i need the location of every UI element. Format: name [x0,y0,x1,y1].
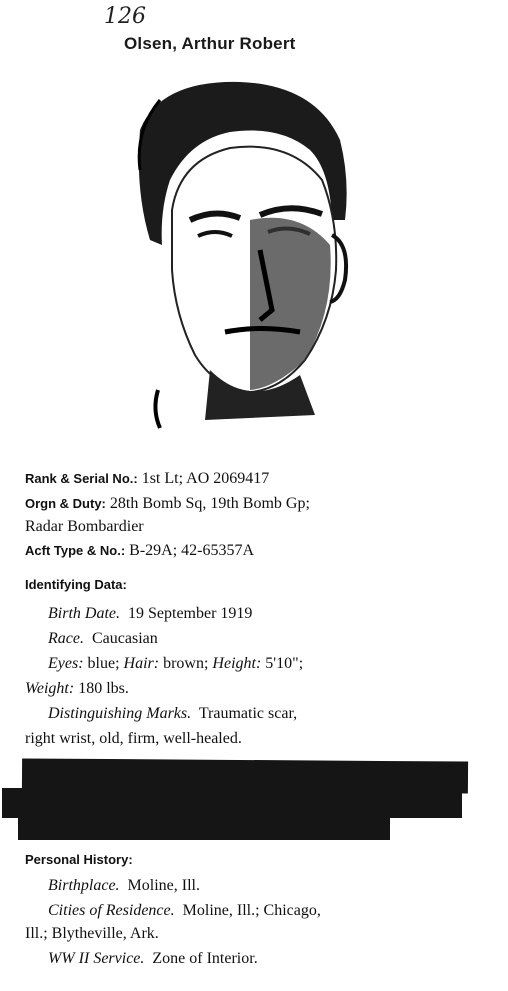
handwritten-number: 126 [104,4,146,29]
weight-value: 180 lbs. [78,680,129,697]
redaction-bar [18,812,390,840]
height-value: 5'10"; [265,655,304,672]
marks-value-2: right wrist, old, firm, well-healed. [25,730,242,747]
eyes-label: Eyes: [48,655,84,672]
orgn-duty-row [25,495,310,513]
cities-row [48,902,321,920]
weight-row [25,680,129,698]
birth-date-row [48,605,252,623]
acft-row [25,542,254,560]
rank-serial-value: 1st Lt; AO 2069417 [141,470,270,487]
portrait-photo [100,70,380,430]
birthplace-value: Moline, Ill. [127,877,200,894]
eyes-hair-height-row [48,655,303,673]
ww2-row [48,950,258,968]
birthplace-label: Birthplace. [48,877,120,894]
race-row [48,630,158,648]
birth-date-value: 19 September 1919 [128,605,253,622]
rank-serial-label: Rank & Serial No.: [25,471,138,486]
identifying-heading: Identifying Data: [25,577,127,592]
hair-value: brown; [163,655,209,672]
ww2-label: WW II Service. [48,950,145,967]
acft-value: B-29A; 42-65357A [129,542,255,559]
rank-serial-row [25,470,269,488]
cities-value: Moline, Ill.; Chicago, [182,902,321,919]
height-label: Height: [212,655,262,672]
orgn-duty-value: 28th Bomb Sq, 19th Bomb Gp; [109,495,310,512]
marks-label: Distinguishing Marks. [48,705,192,722]
person-name: Olsen, Arthur Robert [124,34,296,53]
personal-heading: Personal History: [25,852,133,867]
cities-label: Cities of Residence. [48,902,175,919]
orgn-duty-value-2: Radar Bombardier [25,518,144,535]
eyes-value: blue; [87,655,120,672]
hair-label: Hair: [123,655,160,672]
birth-date-label: Birth Date. [48,605,120,622]
marks-value: Traumatic scar, [198,705,298,722]
race-label: Race. [48,630,84,647]
orgn-duty-label: Orgn & Duty: [25,496,106,511]
acft-label: Acft Type & No.: [25,543,126,558]
portrait-image [100,70,380,430]
birthplace-row [48,877,200,895]
race-value: Caucasian [91,630,158,647]
weight-label: Weight: [25,680,75,697]
marks-row [48,705,297,723]
cities-value-2: Ill.; Blytheville, Ark. [25,925,159,942]
ww2-value: Zone of Interior. [152,950,258,967]
